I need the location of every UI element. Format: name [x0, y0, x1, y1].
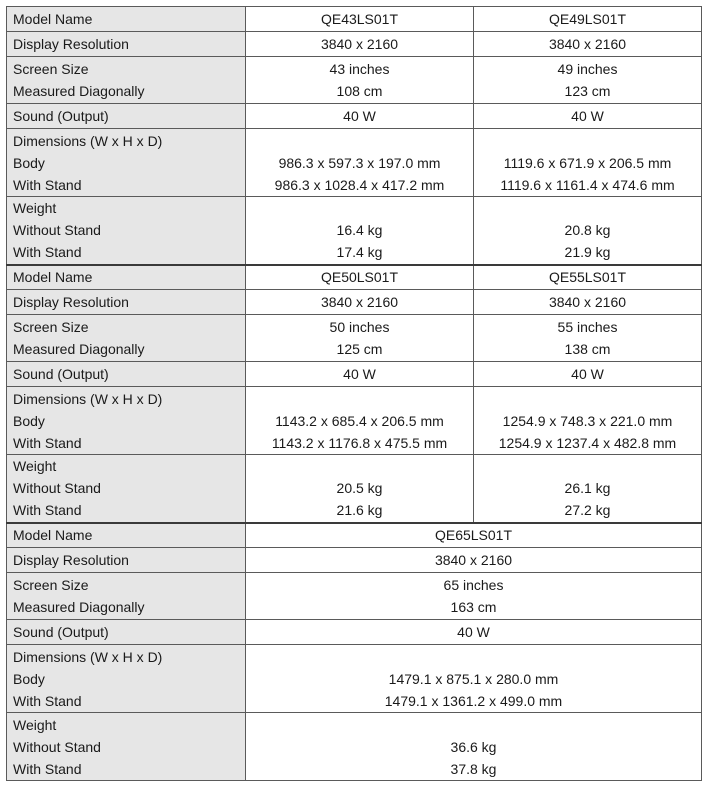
- with-stand-label: With Stand: [13, 760, 82, 777]
- dimensions-row: [7, 387, 702, 455]
- dimensions-with-stand: 1479.1 x 1361.2 x 499.0 mm: [384, 692, 563, 709]
- measured-diagonally-label: Measured Diagonally: [13, 83, 145, 99]
- dimensions-with-stand: 1143.2 x 1176.8 x 475.5 mm: [271, 434, 448, 451]
- without-stand-label: Without Stand: [13, 222, 101, 239]
- dimensions-with-stand: 986.3 x 1028.4 x 417.2 mm: [274, 176, 445, 193]
- screen-size-cm: 138 cm: [564, 341, 611, 357]
- screen-size-cm: 125 cm: [336, 341, 383, 357]
- screen-size-cm: 108 cm: [336, 83, 383, 99]
- display-resolution-row: [7, 32, 702, 57]
- without-stand-label: Without Stand: [13, 738, 101, 755]
- sound-value: 40 W: [246, 362, 474, 387]
- screen-size-value: [474, 315, 702, 362]
- weight-row: [7, 455, 702, 523]
- weight-with-stand: 37.8 kg: [450, 760, 497, 777]
- weight-row: [7, 713, 702, 781]
- display-resolution-value: 3840 x 2160: [246, 32, 474, 57]
- with-stand-label: With Stand: [13, 176, 82, 193]
- sound-value: 40 W: [246, 620, 702, 645]
- model-name-value: QE55LS01T: [474, 265, 702, 290]
- screen-size-inches: 65 inches: [443, 577, 504, 593]
- with-stand-label: With Stand: [13, 244, 82, 261]
- screen-size-row: [7, 57, 702, 104]
- model-name-value: QE65LS01T: [246, 523, 702, 548]
- weight-row: [7, 197, 702, 265]
- sound-row: [7, 104, 702, 129]
- screen-size-value: [474, 57, 702, 104]
- dimensions-with-stand: 1119.6 x 1161.4 x 474.6 mm: [500, 176, 675, 193]
- model-name-row: [7, 265, 702, 290]
- display-resolution-row: [7, 290, 702, 315]
- dimensions-body: 986.3 x 597.3 x 197.0 mm: [278, 154, 441, 171]
- display-resolution-label: Display Resolution: [7, 290, 246, 315]
- dimensions-body: 1143.2 x 685.4 x 206.5 mm: [275, 412, 444, 429]
- dimensions-body: 1479.1 x 875.1 x 280.0 mm: [388, 670, 559, 687]
- dimensions-label: [7, 645, 246, 713]
- model-name-value: QE43LS01T: [246, 7, 474, 32]
- sound-label: Sound (Output): [7, 620, 246, 645]
- dimensions-label: [7, 129, 246, 197]
- display-resolution-value: 3840 x 2160: [474, 290, 702, 315]
- screen-size-value: [246, 57, 474, 104]
- dimensions-heading: Dimensions (W x H x D): [13, 390, 163, 407]
- dimensions-value: [246, 387, 474, 455]
- weight-value: [474, 197, 702, 265]
- weight-value: [474, 455, 702, 523]
- screen-size-value: [246, 315, 474, 362]
- weight-with-stand: 17.4 kg: [336, 244, 383, 261]
- weight-heading: Weight: [13, 458, 57, 475]
- sound-row: [7, 362, 702, 387]
- weight-without-stand: 26.1 kg: [564, 480, 611, 497]
- screen-size-inches: 55 inches: [557, 319, 618, 335]
- weight-heading: Weight: [13, 716, 57, 733]
- dimensions-value: [474, 129, 702, 197]
- model-name-value: QE50LS01T: [246, 265, 474, 290]
- dimensions-label: [7, 387, 246, 455]
- model-name-row: [7, 7, 702, 32]
- screen-size-inches: 43 inches: [329, 61, 390, 77]
- screen-size-row: [7, 573, 702, 620]
- weight-without-stand: 20.5 kg: [336, 480, 383, 497]
- measured-diagonally-label: Measured Diagonally: [13, 599, 145, 615]
- screen-size-label: [7, 573, 246, 620]
- model-name-row: [7, 523, 702, 548]
- screen-size-label: [7, 57, 246, 104]
- with-stand-label: With Stand: [13, 502, 82, 519]
- display-resolution-row: [7, 548, 702, 573]
- sound-value: 40 W: [474, 362, 702, 387]
- with-stand-label: With Stand: [13, 692, 82, 709]
- display-resolution-label: Display Resolution: [7, 32, 246, 57]
- sound-label: Sound (Output): [7, 362, 246, 387]
- sound-row: [7, 620, 702, 645]
- display-resolution-value: 3840 x 2160: [474, 32, 702, 57]
- screen-size-cm: 163 cm: [450, 599, 497, 615]
- body-label: Body: [13, 412, 45, 429]
- weight-with-stand: 27.2 kg: [564, 502, 611, 519]
- specifications-table: [6, 6, 702, 781]
- screen-size-cm: 123 cm: [564, 83, 611, 99]
- display-resolution-value: 3840 x 2160: [246, 548, 702, 573]
- screen-size-value: [246, 573, 702, 620]
- weight-label: [7, 197, 246, 265]
- dimensions-value: [246, 645, 702, 713]
- weight-value: [246, 713, 702, 781]
- without-stand-label: Without Stand: [13, 480, 101, 497]
- sound-label: Sound (Output): [7, 104, 246, 129]
- weight-label: [7, 455, 246, 523]
- sound-value: 40 W: [246, 104, 474, 129]
- dimensions-heading: Dimensions (W x H x D): [13, 132, 163, 149]
- screen-size-inches: 49 inches: [557, 61, 618, 77]
- weight-with-stand: 21.9 kg: [564, 244, 611, 261]
- sound-value: 40 W: [474, 104, 702, 129]
- model-name-label: Model Name: [7, 523, 246, 548]
- model-name-label: Model Name: [7, 265, 246, 290]
- screen-size-label-line: Screen Size: [13, 61, 89, 77]
- weight-heading: Weight: [13, 200, 57, 217]
- display-resolution-value: 3840 x 2160: [246, 290, 474, 315]
- screen-size-row: [7, 315, 702, 362]
- model-name-label: Model Name: [7, 7, 246, 32]
- model-name-value: QE49LS01T: [474, 7, 702, 32]
- dimensions-value: [474, 387, 702, 455]
- weight-value: [246, 197, 474, 265]
- body-label: Body: [13, 670, 45, 687]
- dimensions-heading: Dimensions (W x H x D): [13, 648, 163, 665]
- dimensions-body: 1254.9 x 748.3 x 221.0 mm: [502, 412, 673, 429]
- screen-size-label-line: Screen Size: [13, 577, 89, 593]
- screen-size-label: [7, 315, 246, 362]
- weight-without-stand: 16.4 kg: [336, 222, 383, 239]
- dimensions-body: 1119.6 x 671.9 x 206.5 mm: [503, 154, 672, 171]
- weight-with-stand: 21.6 kg: [336, 502, 383, 519]
- dimensions-with-stand: 1254.9 x 1237.4 x 482.8 mm: [498, 434, 677, 451]
- body-label: Body: [13, 154, 45, 171]
- weight-without-stand: 36.6 kg: [450, 738, 497, 755]
- dimensions-row: [7, 129, 702, 197]
- measured-diagonally-label: Measured Diagonally: [13, 341, 145, 357]
- with-stand-label: With Stand: [13, 434, 82, 451]
- weight-value: [246, 455, 474, 523]
- display-resolution-label: Display Resolution: [7, 548, 246, 573]
- dimensions-row: [7, 645, 702, 713]
- screen-size-label-line: Screen Size: [13, 319, 89, 335]
- weight-without-stand: 20.8 kg: [564, 222, 611, 239]
- weight-label: [7, 713, 246, 781]
- dimensions-value: [246, 129, 474, 197]
- screen-size-inches: 50 inches: [329, 319, 390, 335]
